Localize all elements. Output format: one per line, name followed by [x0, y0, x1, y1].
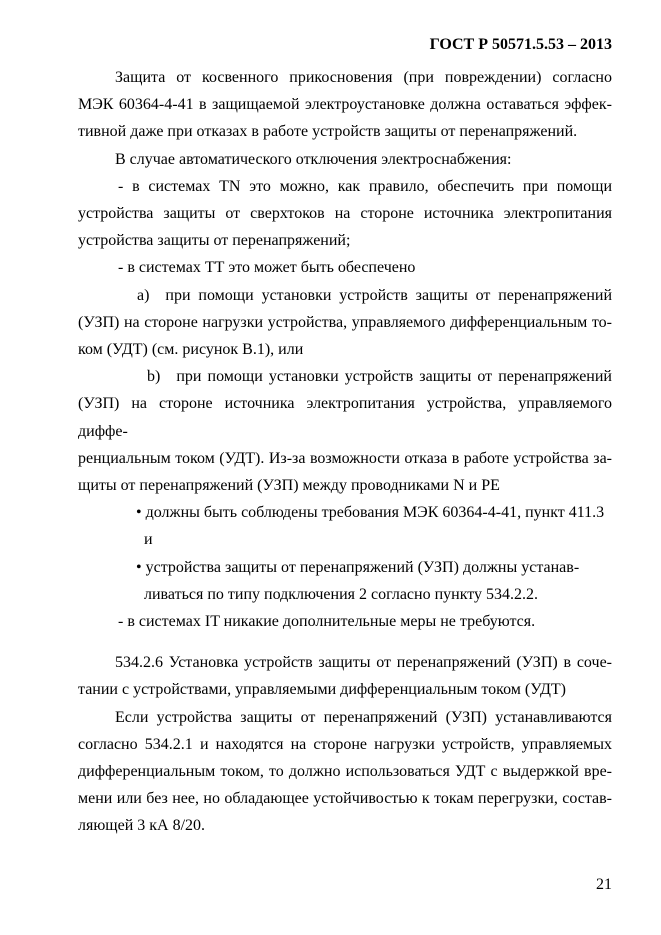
text-line: b) при помощи установки устройств защиты от перенапряжений — [147, 368, 612, 386]
text-line: МЭК 60364-4-41 в защищаемой электроустановке должна оставаться эффек- — [78, 96, 612, 114]
paragraph — [78, 499, 612, 553]
text-line: мени или без нее, но обладающее устойчивостью к токам перегрузки, состав- — [78, 790, 612, 808]
text-line: • устройства защиты от перенапряжений (УЗП) должны устанав- — [136, 558, 580, 576]
text-line: - в системах TN это можно, как правило, обеспечить при помощи — [118, 177, 612, 195]
text-line: (УЗП) на стороне источника электропитания устройства, управляемого диффе- — [78, 395, 612, 440]
text-line: - в системах IT никакие дополнительные меры не требуются. — [118, 613, 536, 631]
text-line: В случае автоматического отключения электроснабжения: — [115, 150, 512, 168]
text-line: Если устройства защиты от перенапряжений (УЗП) устанавливаются — [115, 708, 612, 726]
paragraph — [78, 173, 612, 255]
text-line: согласно 534.2.1 и находятся на стороне нагрузки устройств, управляемых — [78, 735, 612, 753]
paragraph — [78, 704, 612, 840]
text-line: ком (УДТ) (см. рисунок В.1), или — [78, 341, 304, 359]
paragraph — [78, 554, 612, 608]
paragraph — [78, 146, 612, 173]
text-line: щиты от перенапряжений (УЗП) между проводниками N и PE — [78, 477, 500, 495]
text-line: устройства защиты от перенапряжений; — [78, 232, 351, 250]
page-number: 21 — [596, 876, 612, 893]
paragraph — [78, 64, 612, 146]
paragraph — [78, 363, 612, 499]
text-line: ренциальным током (УДТ). Из-за возможности отказа в работе устройства за- — [78, 449, 612, 467]
paragraph — [78, 282, 612, 364]
text-line: a) при помощи установки устройств защиты от перенапряжений — [137, 286, 612, 304]
text-line: тивной даже при отказах в работе устройств защиты от перенапряжений. — [78, 123, 578, 141]
text-line: ливаться по типу подключения 2 согласно пункту 534.2.2. — [144, 585, 539, 603]
text-line: дифференциальным током, то должно использоваться УДТ с выдержкой вре- — [78, 763, 612, 781]
text-line: ляющей 3 кА 8/20. — [78, 817, 206, 835]
paragraph — [78, 649, 612, 703]
paragraph — [78, 608, 612, 635]
text-line: тании с устройствами, управляемыми дифференциальным током (УДТ) — [78, 681, 566, 699]
text-line: - в системах ТТ это может быть обеспечено — [118, 259, 416, 277]
text-line: Защита от косвенного прикосновения (при повреждении) согласно — [115, 69, 612, 86]
paragraph — [78, 254, 612, 281]
text-line: устройства защиты от сверхтоков на стороне источника электропитания — [78, 205, 612, 223]
text-line: и — [144, 531, 153, 549]
text-line: • должны быть соблюдены требования МЭК 60364-4-41, пункт 411.3 — [136, 504, 605, 522]
text-line: (УЗП) на стороне нагрузки устройства, управляемого дифференциальным то- — [78, 313, 612, 331]
text-line: 534.2.6 Установка устройств защиты от перенапряжений (УЗП) в соче- — [115, 654, 612, 672]
document-body — [78, 64, 612, 840]
running-header: ГОСТ Р 50571.5.53 – 2013 — [429, 36, 612, 53]
